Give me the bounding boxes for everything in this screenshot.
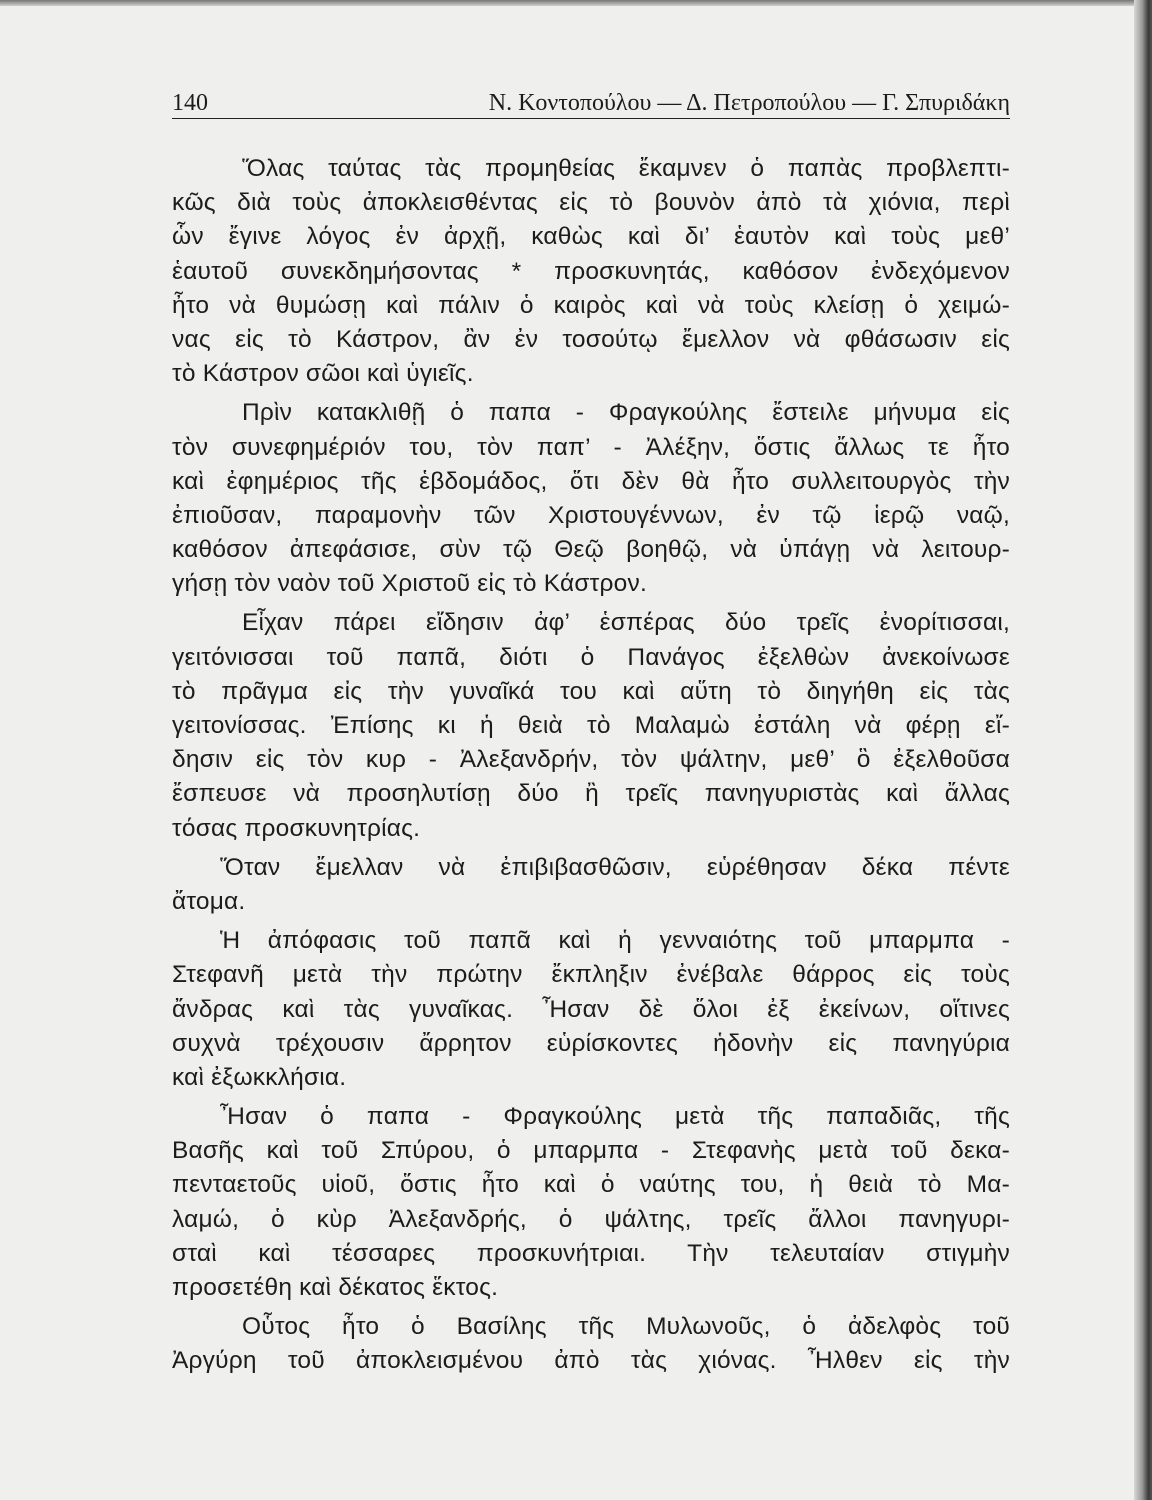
paragraph bbox=[172, 924, 1010, 1095]
text-line: καθόσον ἀπεφάσισε, σὺν τῷ Θεῷ βοηθῷ, νὰ ὑπάγῃ νὰ λειτουρ- bbox=[172, 536, 1010, 564]
book-spine-edge bbox=[1134, 0, 1152, 1500]
text-line: ἄνδρας καὶ τὰς γυναῖκας. Ἦσαν δὲ ὅλοι ἐξ ἐκείνων, οἵτινες bbox=[172, 995, 1010, 1023]
text-line: ἑαυτοῦ συνεκδημήσοντας * προσκυνητάς, καθόσον ἐνδεχόμενον bbox=[172, 257, 1010, 285]
text-line: Ἡ ἀπόφασις τοῦ παπᾶ καὶ ἡ γενναιότης τοῦ μπαρμπα - bbox=[220, 927, 1010, 955]
page-number: 140 bbox=[172, 90, 208, 116]
text-line: κῶς διὰ τοὺς ἀποκλεισθέντας εἰς τὸ βουνὸν ἀπὸ τὰ χιόνια, περὶ bbox=[172, 189, 1010, 217]
paragraph bbox=[172, 1100, 1010, 1305]
text-line: τὸ πρᾶγμα εἰς τὴν γυναῖκά του καὶ αὕτη τὸ διηγήθη εἰς τὰς bbox=[172, 677, 1010, 705]
text-line: τόσας προσκυνητρίας. bbox=[172, 814, 421, 842]
running-head-authors: Ν. Κοντοπούλου — Δ. Πετροπούλου — Γ. Σπυριδάκη bbox=[488, 90, 1010, 116]
paragraph bbox=[172, 152, 1010, 391]
text-line: ἦτο νὰ θυμώσῃ καὶ πάλιν ὁ καιρὸς καὶ νὰ τοὺς κλείσῃ ὁ χειμώ- bbox=[172, 291, 1010, 319]
text-line: τὸν συνεφημέριόν του, τὸν παπ’ - Ἀλέξην, ὅστις ἄλλως τε ἦτο bbox=[172, 433, 1010, 461]
text-line: γήσῃ τὸν ναὸν τοῦ Χριστοῦ εἰς τὸ Κάστρον. bbox=[172, 570, 647, 598]
paragraph bbox=[172, 1310, 1010, 1378]
text-line: προσετέθη καὶ δέκατος ἕκτος. bbox=[172, 1274, 499, 1301]
text-line: Ὅταν ἔμελλαν νὰ ἐπιβιβασθῶσιν, εὑρέθησαν δέκα πέντε bbox=[220, 853, 1010, 881]
text-line: καὶ ἐφημέριος τῆς ἑβδομάδος, ὅτι δὲν θὰ ἦτο συλλειτουργὸς τὴν bbox=[172, 467, 1010, 495]
text-line: καὶ ἐξωκκλήσια. bbox=[172, 1063, 347, 1091]
text-line: Ἀργύρη τοῦ ἀποκλεισμένου ἀπὸ τὰς χιόνας. Ἦλθεν εἰς τὴν bbox=[172, 1347, 1010, 1375]
text-line: λαμώ, ὁ κὺρ Ἀλεξανδρής, ὁ ψάλτης, τρεῖς ἄλλοι πανηγυρι- bbox=[172, 1205, 1010, 1233]
text-line: συχνὰ τρέχουσιν ἄρρητον εὑρίσκοντες ἡδονὴν εἰς πανηγύρια bbox=[172, 1029, 1010, 1057]
text-line: πενταετοῦς υἱοῦ, ὅστις ἦτο καὶ ὁ ναύτης του, ἡ θειὰ τὸ Μα- bbox=[172, 1171, 1010, 1199]
text-line: Στεφανῆ μετὰ τὴν πρώτην ἔκπληξιν ἐνέβαλε θάρρος εἰς τοὺς bbox=[172, 961, 1010, 989]
text-line: ἔσπευσε νὰ προσηλυτίσῃ δύο ἢ τρεῖς πανηγυριστὰς καὶ ἄλλας bbox=[172, 780, 1010, 808]
page-header bbox=[172, 88, 1010, 119]
text-line: Πρὶν κατακλιθῇ ὁ παπα - Φραγκούλης ἔστειλε μήνυμα εἰς bbox=[242, 399, 1010, 427]
text-line: ἐπιοῦσαν, παραμονὴν τῶν Χριστουγέννων, ἐν τῷ ἱερῷ ναῷ, bbox=[172, 501, 1010, 529]
text-line: τὸ Κάστρον σῶοι καὶ ὑγιεῖς. bbox=[172, 360, 474, 388]
text-line: Ἦσαν ὁ παπα - Φραγκούλης μετὰ τῆς παπαδιᾶς, τῆς bbox=[220, 1103, 1010, 1131]
text-line: δησιν εἰς τὸν κυρ - Ἀλεξανδρήν, τὸν ψάλτην, μεθ’ ὃ ἐξελθοῦσα bbox=[172, 746, 1010, 774]
body-text bbox=[172, 152, 1010, 1384]
text-line: γειτόνισσαι τοῦ παπᾶ, διότι ὁ Πανάγος ἐξελθὼν ἀνεκοίνωσε bbox=[172, 643, 1010, 671]
text-line: ἄτομα. bbox=[172, 887, 246, 915]
text-line: Οὗτος ἦτο ὁ Βασίλης τῆς Μυλωνοῦς, ὁ ἀδελφὸς τοῦ bbox=[242, 1313, 1010, 1341]
paragraph bbox=[172, 606, 1010, 845]
paragraph bbox=[172, 396, 1010, 601]
text-line: ὧν ἔγινε λόγος ἐν ἀρχῇ, καθὼς καὶ δι’ ἑαυτὸν καὶ τοὺς μεθ’ bbox=[172, 223, 1010, 251]
paragraph bbox=[172, 851, 1010, 919]
text-line: γειτονίσσας. Ἐπίσης κι ἡ θειὰ τὸ Μαλαμὼ ἐστάλη νὰ φέρῃ εἴ- bbox=[172, 712, 1010, 739]
text-line: σταὶ καὶ τέσσαρες προσκυνήτριαι. Τὴν τελευταίαν στιγμὴν bbox=[172, 1239, 1010, 1267]
scan-top-edge bbox=[0, 0, 1152, 6]
text-line: Βασῆς καὶ τοῦ Σπύρου, ὁ μπαρμπα - Στεφανὴς μετὰ τοῦ δεκα- bbox=[172, 1137, 1010, 1165]
text-line: Εἶχαν πάρει εἴδησιν ἀφ’ ἑσπέρας δύο τρεῖς ἐνορίτισσαι, bbox=[242, 609, 1010, 637]
text-line: Ὅλας ταύτας τὰς προμηθείας ἔκαμνεν ὁ παπὰς προβλεπτι- bbox=[242, 155, 1010, 182]
text-line: νας εἰς τὸ Κάστρον, ἂν ἐν τοσούτῳ ἔμελλον νὰ φθάσωσιν εἰς bbox=[172, 325, 1010, 353]
